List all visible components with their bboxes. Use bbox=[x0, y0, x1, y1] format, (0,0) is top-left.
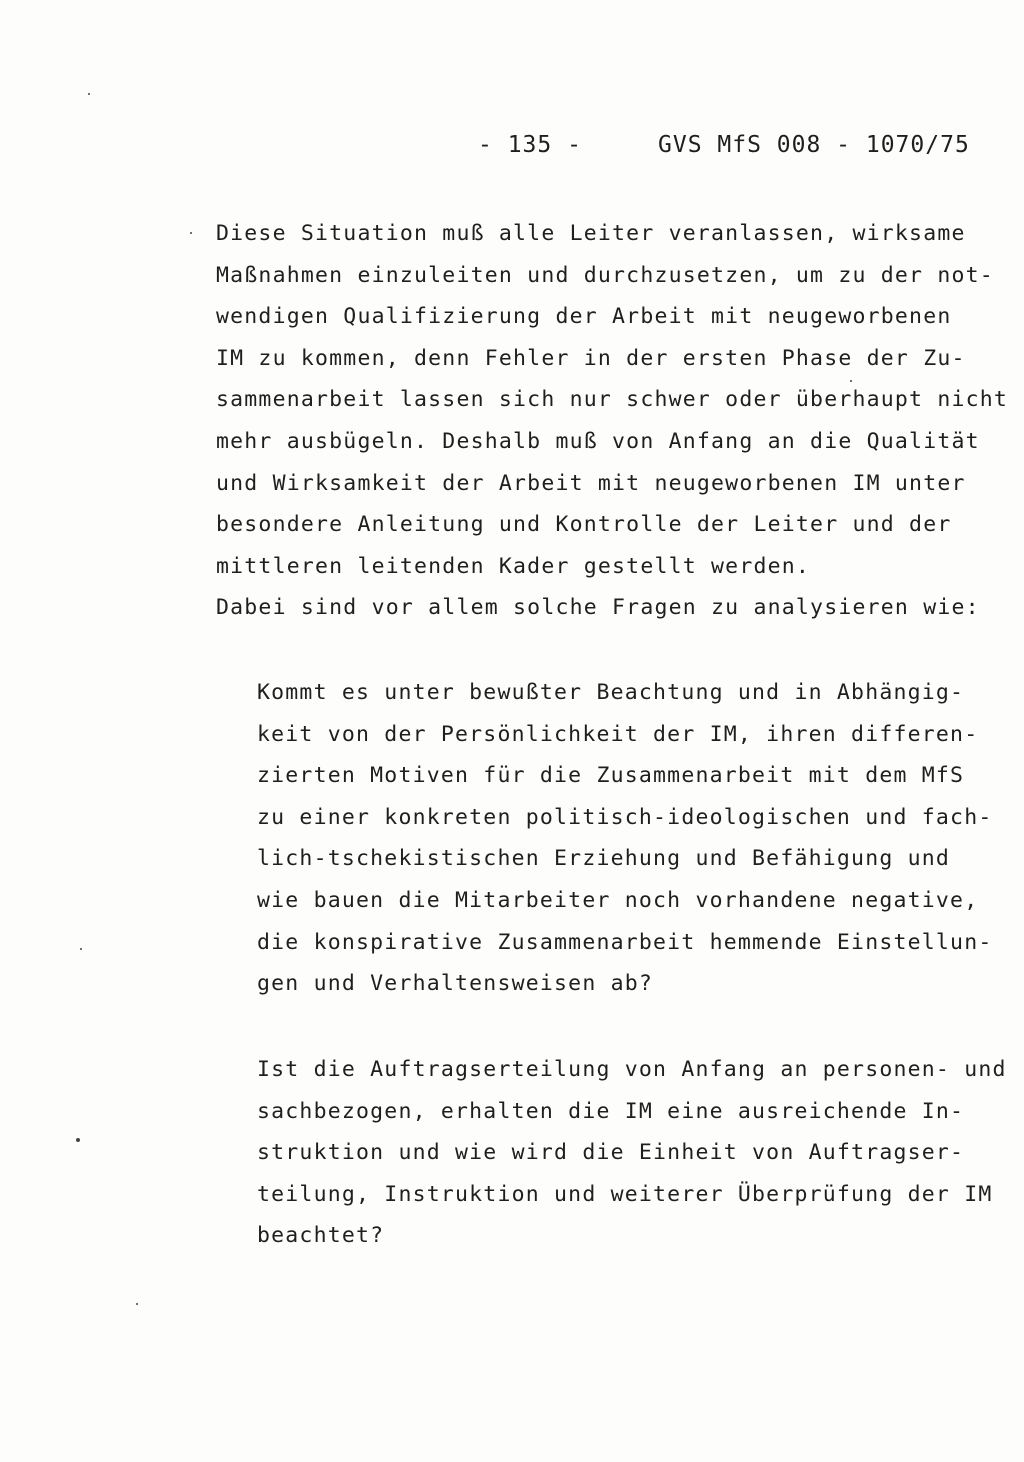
scan-speck bbox=[76, 1138, 80, 1142]
page-number: - 135 - bbox=[478, 132, 582, 158]
text-line: die konspirative Zusammenarbeit hemmende Einstellun- bbox=[257, 929, 993, 955]
text-line: wie bauen die Mitarbeiter noch vorhandene negative, bbox=[257, 887, 979, 913]
text-line: sachbezogen, erhalten die IM eine ausreichende In- bbox=[257, 1098, 965, 1124]
scan-speck bbox=[88, 93, 90, 95]
scan-speck bbox=[850, 380, 852, 382]
text-line: teilung, Instruktion und weiterer Überprüfung der IM bbox=[257, 1181, 993, 1207]
scan-speck bbox=[136, 1303, 138, 1305]
text-line: mehr ausbügeln. Deshalb muß von Anfang an die Qualität bbox=[216, 428, 980, 454]
text-line: zu einer konkreten politisch-ideologischen und fach- bbox=[257, 804, 993, 830]
scan-speck bbox=[190, 232, 192, 234]
text-line: besondere Anleitung und Kontrolle der Leiter und der bbox=[216, 512, 952, 538]
text-line: und Wirksamkeit der Arbeit mit neugeworbenen IM unter bbox=[216, 470, 966, 496]
scan-speck bbox=[80, 948, 82, 950]
text-line: lich-tschekistischen Erziehung und Befähigung und bbox=[257, 846, 951, 872]
text-line: mittleren leitenden Kader gestellt werden. bbox=[216, 553, 811, 579]
text-line: keit von der Persönlichkeit der IM, ihren differen- bbox=[257, 721, 979, 747]
text-line: beachtet? bbox=[257, 1223, 385, 1249]
text-line: Kommt es unter bewußter Beachtung und in Abhängig- bbox=[257, 680, 965, 705]
text-line: Maßnahmen einzuleiten und durchzusetzen, um zu der not- bbox=[216, 262, 994, 288]
text-line: Dabei sind vor allem solche Fragen zu analysieren wie: bbox=[216, 595, 980, 621]
text-line: struktion und wie wird die Einheit von Auftragser- bbox=[257, 1140, 965, 1166]
paragraph-question-2 bbox=[257, 1049, 1007, 1257]
text-line: sammenarbeit lassen sich nur schwer oder überhaupt nicht bbox=[216, 387, 1009, 413]
paragraph-intro bbox=[216, 213, 1008, 629]
paragraph-question-1 bbox=[257, 672, 993, 1005]
text-line: IM zu kommen, denn Fehler in der ersten Phase der Zu- bbox=[216, 345, 966, 371]
document-reference: GVS MfS 008 - 1070/75 bbox=[658, 132, 970, 158]
text-line: Diese Situation muß alle Leiter veranlassen, wirksame bbox=[216, 221, 966, 246]
text-line: Ist die Auftragserteilung von Anfang an personen- und bbox=[257, 1057, 1007, 1082]
text-line: zierten Motiven für die Zusammenarbeit mit dem MfS bbox=[257, 763, 965, 789]
text-line: wendigen Qualifizierung der Arbeit mit neugeworbenen bbox=[216, 304, 952, 330]
text-line: gen und Verhaltensweisen ab? bbox=[257, 971, 654, 997]
